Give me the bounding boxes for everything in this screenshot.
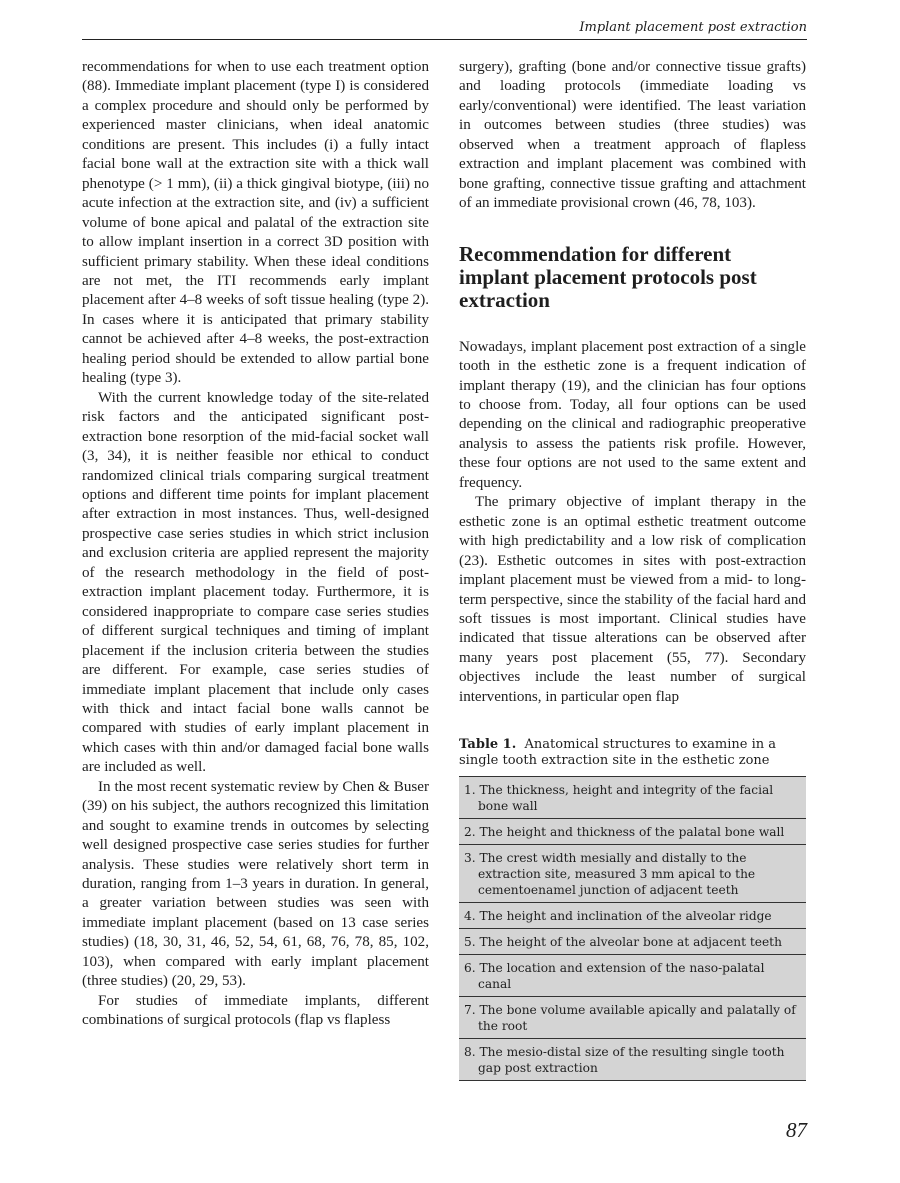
table-row: 8. The mesio-distal size of the resulting single tooth gap post extraction	[459, 1039, 806, 1081]
body-paragraph: surgery), grafting (bone and/or connective tissue grafts) and loading protocols (immediate loading vs early/conventional) were identified. The least variation in outcomes between studies (three studies) was observed when a treatment approach of flapless extraction and implant placement was combined with bone grafting, connective tissue grafting and attachment of an immediate provisional crown (46, 78, 103).	[459, 59, 806, 212]
table-caption-text: Anatomical structures to examine in a single tooth extraction site in the esthetic zone	[459, 737, 777, 769]
body-paragraph: For studies of immediate implants, different combinations of surgical protocols (flap vs flapless	[82, 992, 429, 1029]
table-row: 3. The crest width mesially and distally to the extraction site, measured 3 mm apical to the cementoenamel junction of adjacent teeth	[459, 845, 806, 903]
body-paragraph: In the most recent systematic review by Chen & Buser (39) on his subject, the authors recognized this limitation and sought to examine trends in outcomes by selecting well designed prospective case series studies for further analysis. These studies were relatively short term in duration, ranging from 1–3 years in duration. In general, a greater variation between studies was seen with immediate implant placement (based on 13 case series studies) (18, 30, 31, 46, 52, 54, 61, 68, 76, 78, 85, 102, 103), when compared with early implant placement (three studies) (20, 29, 53).	[82, 778, 429, 990]
section-heading: Recommendation for different implant placement protocols post extraction	[459, 241, 757, 312]
table-row: 7. The bone volume available apically and palatally of the root	[459, 997, 806, 1039]
page-number: 87	[786, 1118, 807, 1142]
running-head: Implant placement post extraction	[82, 20, 807, 40]
left-column	[82, 58, 429, 1031]
table-row: 5. The height of the alveolar bone at adjacent teeth	[459, 929, 806, 955]
table-body	[459, 776, 806, 1081]
table-label: Table 1.	[459, 737, 517, 753]
table-row: 4. The height and inclination of the alveolar ridge	[459, 903, 806, 929]
table-row: 2. The height and thickness of the palatal bone wall	[459, 819, 806, 845]
right-column	[459, 58, 806, 1081]
table-row: 1. The thickness, height and integrity of the facial bone wall	[459, 777, 806, 819]
table-1	[459, 737, 806, 1081]
body-paragraph: recommendations for when to use each treatment option (88). Immediate implant placement (type I) is considered a complex procedure and should only be performed by experienced master clinicians, when ideal anatomic conditions are present. This includes (i) a fully intact facial bone wall at the extraction site with a thick wall phenotype (> 1 mm), (ii) a thick gingival biotype, (iii) no acute infection at the extraction site, and (iv) a sufficient volume of bone apical and palatal of the extraction site to allow implant insertion in a correct 3D position with sufficient primary stability. When these ideal conditions are not met, the ITI recommends early implant placement after 4–8 weeks of soft tissue healing (type 2). In cases where it is anticipated that primary stability cannot be achieved after 4–8 weeks, the post-extraction healing period should be extended to allow partial bone healing (type 3).	[82, 59, 429, 387]
table-caption	[459, 737, 806, 769]
body-paragraph: With the current knowledge today of the site-related risk factors and the anticipated significant post-extraction bone resorption of the mid-facial socket wall (3, 34), it is neither feasible nor ethical to conduct randomized clinical trials comparing surgical treatment options and different time points for implant placement after extraction in most instances. Thus, well-designed prospective case series studies in which strict inclusion and exclusion criteria are applied represent the majority of the research methodology in the field of post-extraction implant placement today. Furthermore, it is considered inappropriate to compare case series studies of different surgical techniques and timing of implant placement if the inclusion criteria between the studies are different. For example, case series studies of immediate implant placement that include only cases with thick and intact facial bone walls cannot be compared with studies of early implant placement in which cases with thin and/or damaged facial bone walls are included as well.	[82, 389, 429, 776]
body-paragraph: The primary objective of implant therapy in the esthetic zone is an optimal esthetic treatment outcome with high predictability and a low risk of complication (23). Esthetic outcomes in sites with post-extraction implant placement must be viewed from a mid- to long-term perspective, since the stability of the facial hard and soft tissues is most important. Clinical studies have indicated that tissue alterations can be observed after many years post placement (55, 77). Secondary objectives include the least number of surgical interventions, in particular open flap	[459, 494, 806, 705]
table-row: 6. The location and extension of the naso-palatal canal	[459, 955, 806, 997]
body-paragraph: Nowadays, implant placement post extraction of a single tooth in the esthetic zone is a frequent indication of implant therapy (19), and the clinician has four options to choose from. Today, all four options can be used depending on the clinical and radiographic preoperative analysis to assess the patients risk profile. However, these four options are not used to the same extent and frequency.	[459, 338, 806, 491]
